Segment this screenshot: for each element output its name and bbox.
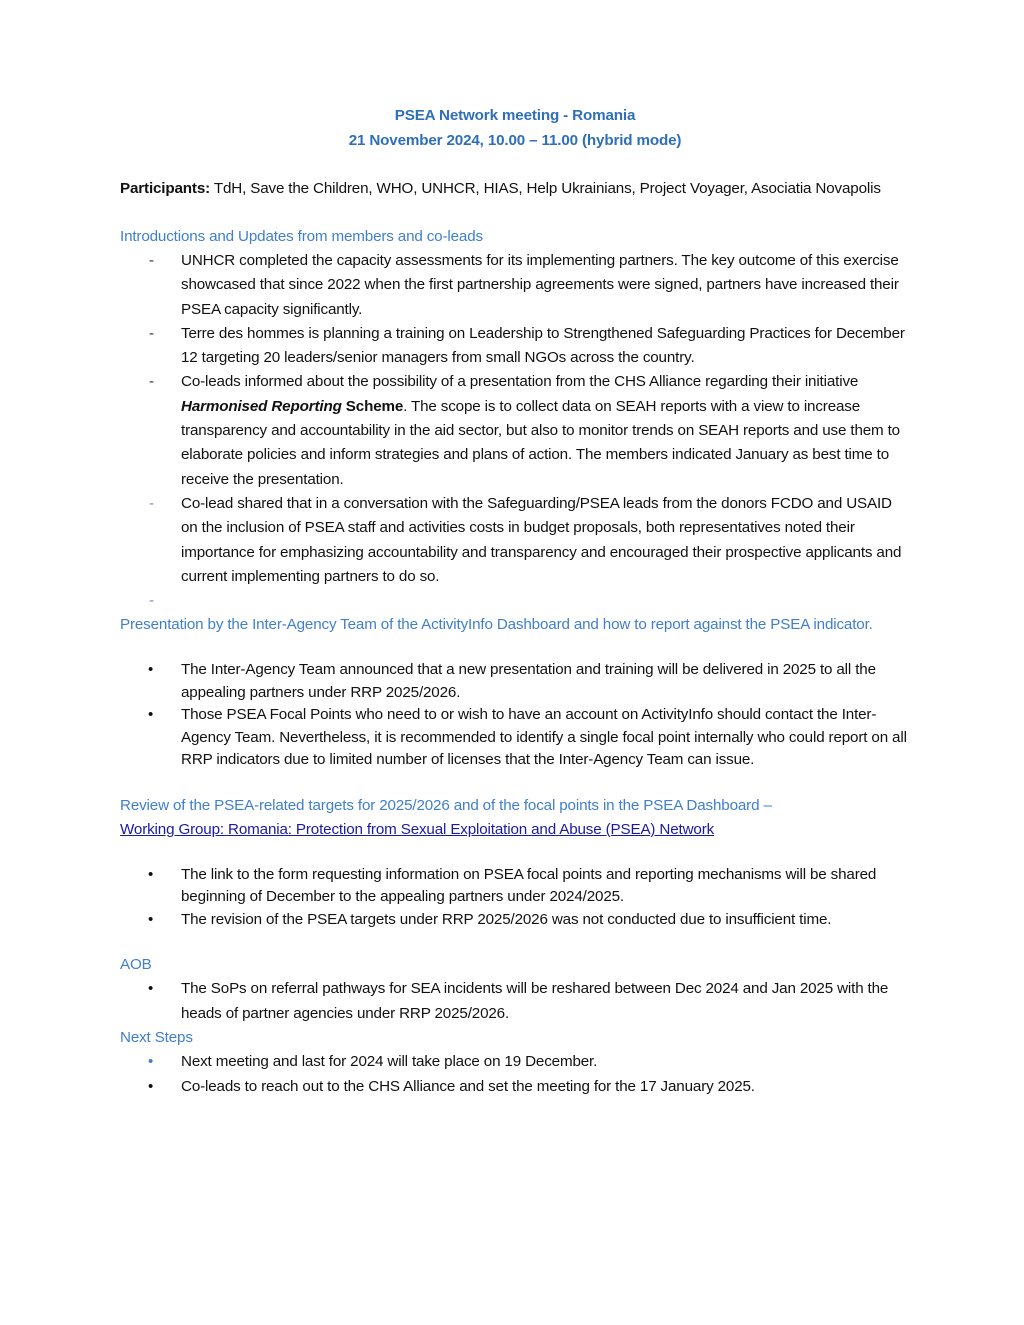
presentation-list [120,659,910,772]
next-steps-list [120,1050,910,1099]
bullet-marker: • [148,1077,154,1095]
list-item-text: Co-leads to reach out to the CHS Alliance and set the meeting for the 17 January 2025. [181,1077,755,1095]
aob-list [120,977,910,1026]
intro-list [120,249,910,613]
document-page [120,104,910,1099]
document-title: PSEA Network meeting - Romania [394,107,636,124]
list-item-text: UNHCR completed the capacity assessments for its implementing partners. The key outcome of this exercise showcased that since 2022 when the first partnership agreements were signed, partners have increased their PSEA capacity significantly. [181,252,899,318]
list-item-text: The revision of the PSEA targets under RRP 2025/2026 was not conducted due to insufficient time. [181,910,832,928]
document-subtitle: 21 November 2024, 10.00 – 11.00 (hybrid mode) [348,131,682,149]
section-heading-aob: AOB [120,956,152,974]
title-block [120,104,910,153]
list-item-bold: Scheme [341,397,404,415]
list-item-text: Terre des hommes is planning a training on Leadership to Strengthened Safeguarding Practices for December 12 targeting 20 leaders/senior managers from small NGOs across the country. [181,324,905,367]
list-item [120,249,910,322]
list-item [120,370,910,491]
list-item [120,322,910,371]
bullet-marker: • [148,1053,154,1071]
section-heading-intro: Introductions and Updates from members and co-leads [120,228,483,245]
list-item-text: Co-lead shared that in a conversation with the Safeguarding/PSEA leads from the donors FCDO and USAID on the inclusion of PSEA staff and activities costs in budget proposals, both representatives noted their importance for emphasizing accountability and transparency and encouraged their prospective applicants and current implementing partners to do so. [181,494,902,585]
bullet-marker: • [148,865,154,883]
review-heading-text: Review of the PSEA-related targets for 2025/2026 and of the focal points in the PSEA Dashboard – [120,796,772,814]
dash-marker: - [149,252,154,269]
list-item [120,659,910,704]
list-item-text: Those PSEA Focal Points who need to or wish to have an account on ActivityInfo should contact the Inter-Agency Team. Nevertheless, it is recommended to identify a single focal point internally who could report on all RRP indicators due to limited number of licenses that the Inter-Agency Team can issue. [181,706,907,769]
section-heading-presentation: Presentation by the Inter-Agency Team of the ActivityInfo Dashboard and how to report against the PSEA indicator. [120,616,873,634]
list-item [120,864,910,909]
list-item [120,977,910,1026]
list-item-text: The link to the form requesting information on PSEA focal points and reporting mechanisms will be shared beginning of December to the appealing partners under 2024/2025. [181,865,877,906]
list-item [120,1050,910,1075]
participants-value: TdH, Save the Children, WHO, UNHCR, HIAS, Help Ukrainians, Project Voyager, Asociatia Novapolis [210,180,881,197]
list-item-text: Next meeting and last for 2024 will take place on 19 December. [181,1053,598,1071]
list-item-text: The SoPs on referral pathways for SEA incidents will be reshared between Dec 2024 and Jan 2025 with the heads of partner agencies under RRP 2025/2026. [181,980,889,1022]
list-item-text [181,592,185,609]
list-item [120,1075,910,1100]
list-item [120,492,910,589]
review-list [120,864,910,932]
bullet-marker: • [148,910,154,928]
list-item-emphasis: Harmonised Reporting [181,397,342,415]
working-group-link[interactable]: Working Group: Romania: Protection from Sexual Exploitation and Abuse (PSEA) Network [120,820,715,838]
dash-marker: - [149,494,154,512]
list-item-text-post: . The scope is to collect data on SEAH reports with a view to increase transparency and accountability in the aid sector, but also to monitor trends on SEAH reports and use them to elaborate policies and inform strategies and plans of action. The members indicated January as best time to receive the presentation. [181,397,900,488]
list-item-text-pre: Co-leads informed about the possibility of a presentation from the CHS Alliance regarding their initiative [181,373,859,391]
participants-label: Participants: [120,180,211,197]
section-heading-next-steps: Next Steps [120,1029,193,1047]
bullet-marker: • [148,661,154,679]
list-item [120,909,910,932]
dash-marker: - [149,592,154,610]
bullet-marker: • [148,706,154,724]
list-item-empty [120,589,910,613]
section-heading-review [120,794,910,842]
list-item [120,704,910,772]
dash-marker: - [149,324,154,342]
participants [120,177,910,201]
list-item-text: The Inter-Agency Team announced that a new presentation and training will be delivered in 2025 to all the appealing partners under RRP 2025/2026. [181,661,876,701]
dash-marker: - [149,373,154,391]
bullet-marker: • [148,980,154,998]
